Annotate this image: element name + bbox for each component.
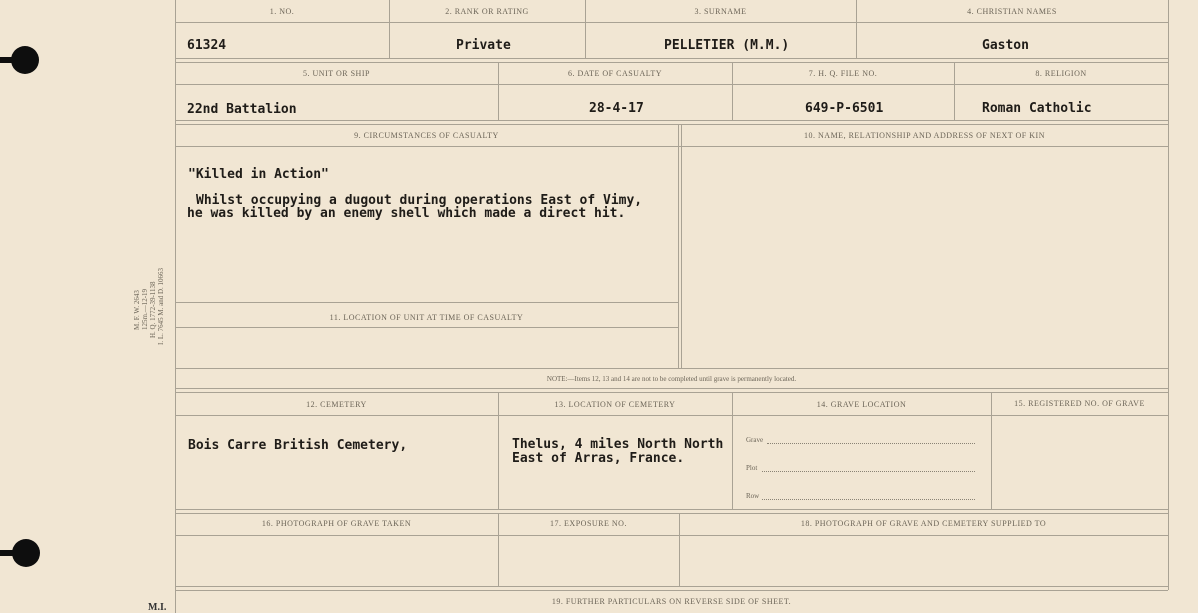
divider-r4-3 xyxy=(991,392,992,509)
plot-field-line xyxy=(762,471,975,472)
value-rank: Private xyxy=(456,38,511,53)
value-unit: 22nd Battalion xyxy=(187,102,297,117)
value-cemetery: Bois Carre British Cemetery, xyxy=(188,438,408,453)
side-code-1: M. F. W. 2643 xyxy=(133,290,141,330)
header-exposure: 17. EXPOSURE NO. xyxy=(550,519,627,528)
rule-row5-bottom xyxy=(175,586,1168,587)
header-registered: 15. REGISTERED NO. OF GRAVE xyxy=(1014,399,1145,408)
circumstances-line-3: he was killed by an enemy shell which made a direct hit. xyxy=(187,206,626,221)
rule-row2-header xyxy=(175,84,1168,85)
header-photo-taken: 16. PHOTOGRAPH OF GRAVE TAKEN xyxy=(261,519,412,528)
rule-row4-bottom xyxy=(175,509,1168,510)
header-next-of-kin: 10. NAME, RELATIONSHIP AND ADDRESS OF NEXT OF KIN xyxy=(804,131,1045,140)
punch-hole-bottom xyxy=(12,539,40,567)
header-location-cemetery: 13. LOCATION OF CEMETERY xyxy=(554,400,676,409)
side-code-2: 125m.—12-19 xyxy=(141,288,149,330)
grave-field-label: Grave xyxy=(746,436,764,444)
rule-note-top xyxy=(175,368,1168,369)
punch-hole-top-tab xyxy=(0,57,14,63)
header-further: 19. FURTHER PARTICULARS ON REVERSE SIDE OF SHEET. xyxy=(551,597,792,606)
rule-note-bottom xyxy=(175,388,1168,389)
rule-row4-header xyxy=(175,415,1168,416)
rule-row1-header xyxy=(175,22,1168,23)
header-circumstances: 9. CIRCUMSTANCES OF CASUALTY xyxy=(354,131,499,140)
header-surname: 3. SURNAME xyxy=(694,7,747,16)
form-right-border xyxy=(1168,0,1169,590)
row-field-label: Row xyxy=(746,492,760,500)
divider-r4-1 xyxy=(498,392,499,509)
grave-field-line xyxy=(767,443,975,444)
value-location-line-2: East of Arras, France. xyxy=(512,451,685,466)
header-date: 6. DATE OF CASUALTY xyxy=(567,69,663,78)
header-religion: 8. RELIGION xyxy=(1035,69,1087,78)
header-unit: 5. UNIT OR SHIP xyxy=(303,69,370,78)
plot-field-label: Plot xyxy=(746,464,758,472)
divider-r3-2 xyxy=(681,124,682,368)
side-code-3: H. Q. 1772-39-1138 xyxy=(149,281,157,338)
value-christian: Gaston xyxy=(982,38,1029,53)
rule-row1-bottom xyxy=(175,58,1168,59)
rule-row6-top xyxy=(175,590,1168,591)
row-field-line xyxy=(762,499,975,500)
note-text: NOTE:—Items 12, 13 and 14 are not to be completed until grave is permanently located. xyxy=(546,375,797,383)
rule-row2-top xyxy=(175,62,1168,63)
header-cemetery: 12. CEMETERY xyxy=(306,400,367,409)
value-surname: PELLETIER (M.M.) xyxy=(664,38,790,53)
value-location-line-1: Thelus, 4 miles North North xyxy=(512,437,724,452)
rule-row5-top xyxy=(175,513,1168,514)
rule-row3-header xyxy=(175,146,1168,147)
punch-hole-bottom-tab xyxy=(0,550,14,556)
rule-row5-header xyxy=(175,535,1168,536)
header-grave-location: 14. GRAVE LOCATION xyxy=(816,400,907,409)
divider-r4-2 xyxy=(732,392,733,509)
circumstances-line-1: "Killed in Action" xyxy=(188,167,329,182)
header-no: 1. NO. xyxy=(269,7,295,16)
rule-location-top xyxy=(175,302,678,303)
header-file: 7. H. Q. FILE NO. xyxy=(808,69,878,78)
header-location-unit: 11. LOCATION OF UNIT AT TIME OF CASUALTY xyxy=(329,313,524,322)
divider-r3-1 xyxy=(678,124,679,368)
rule-row4-top xyxy=(175,392,1168,393)
header-christian: 4. CHRISTIAN NAMES xyxy=(967,7,1057,16)
corner-mark: M.I. xyxy=(148,602,167,613)
rule-row3-top xyxy=(175,124,1168,125)
header-rank: 2. RANK OR RATING xyxy=(445,7,529,16)
value-date: 28-4-17 xyxy=(589,101,644,116)
side-code-4: I. L. 7645 M. and D. 10663 xyxy=(157,268,165,345)
value-no: 61324 xyxy=(187,38,227,53)
header-photo-supplied: 18. PHOTOGRAPH OF GRAVE AND CEMETERY SUPPLIED TO xyxy=(800,519,1047,528)
value-file: 649-P-6501 xyxy=(805,101,884,116)
rule-location-header xyxy=(175,327,678,328)
rule-row2-bottom xyxy=(175,120,1168,121)
punch-hole-top xyxy=(11,46,39,74)
value-religion: Roman Catholic xyxy=(982,101,1092,116)
circumstances-line-2: Whilst occupying a dugout during operations East of Vimy, xyxy=(196,193,643,208)
